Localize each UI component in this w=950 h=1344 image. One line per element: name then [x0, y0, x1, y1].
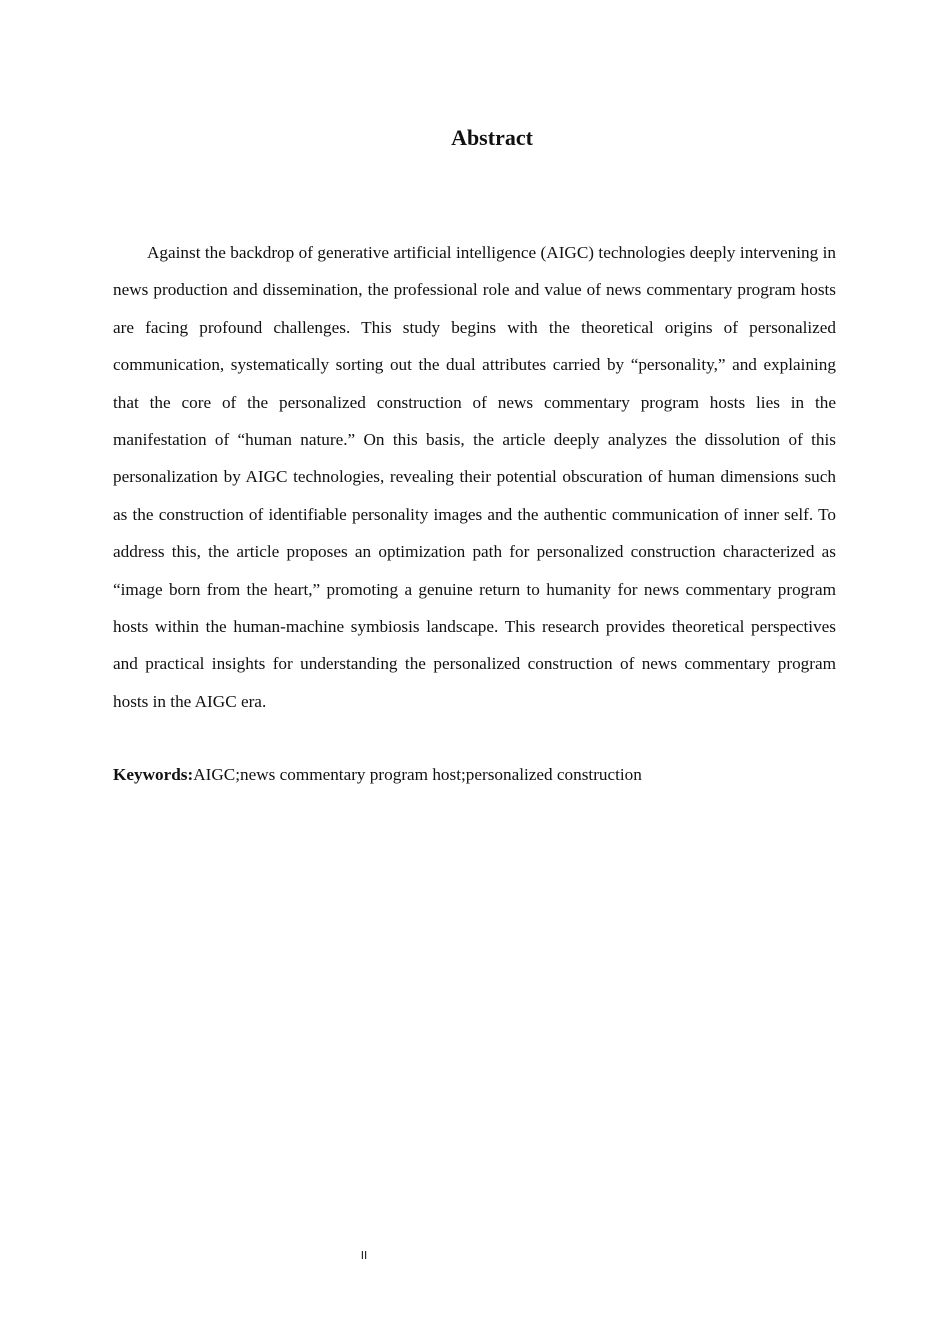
keywords-line	[113, 761, 836, 789]
keywords-value: AIGC;news commentary program host;personalized construction	[193, 765, 642, 784]
abstract-body: Against the backdrop of generative artificial intelligence (AIGC) technologies deeply intervening in news production and dissemination, the professional role and value of news commentary program hosts are facing profound challenges. This study begins with the theoretical origins of personalized communication, systematically sorting out the dual attributes carried by “personality,” and explaining that the core of the personalized construction of news commentary program hosts lies in the manifestation of “human nature.” On this basis, the article deeply analyzes the dissolution of this personalization by AIGC technologies, revealing their potential obscuration of human dimensions such as the construction of identifiable personality images and the authentic communication of inner self. To address this, the article proposes an optimization path for personalized construction characterized as “image born from the heart,” promoting a genuine return to humanity for news commentary program hosts within the human-machine symbiosis landscape. This research provides theoretical perspectives and practical insights for understanding the personalized construction of news commentary program hosts in the AIGC era.	[113, 243, 836, 711]
page-title: Abstract	[451, 125, 533, 150]
page-number: II	[360, 1249, 368, 1262]
keywords-label: Keywords:	[113, 765, 194, 784]
